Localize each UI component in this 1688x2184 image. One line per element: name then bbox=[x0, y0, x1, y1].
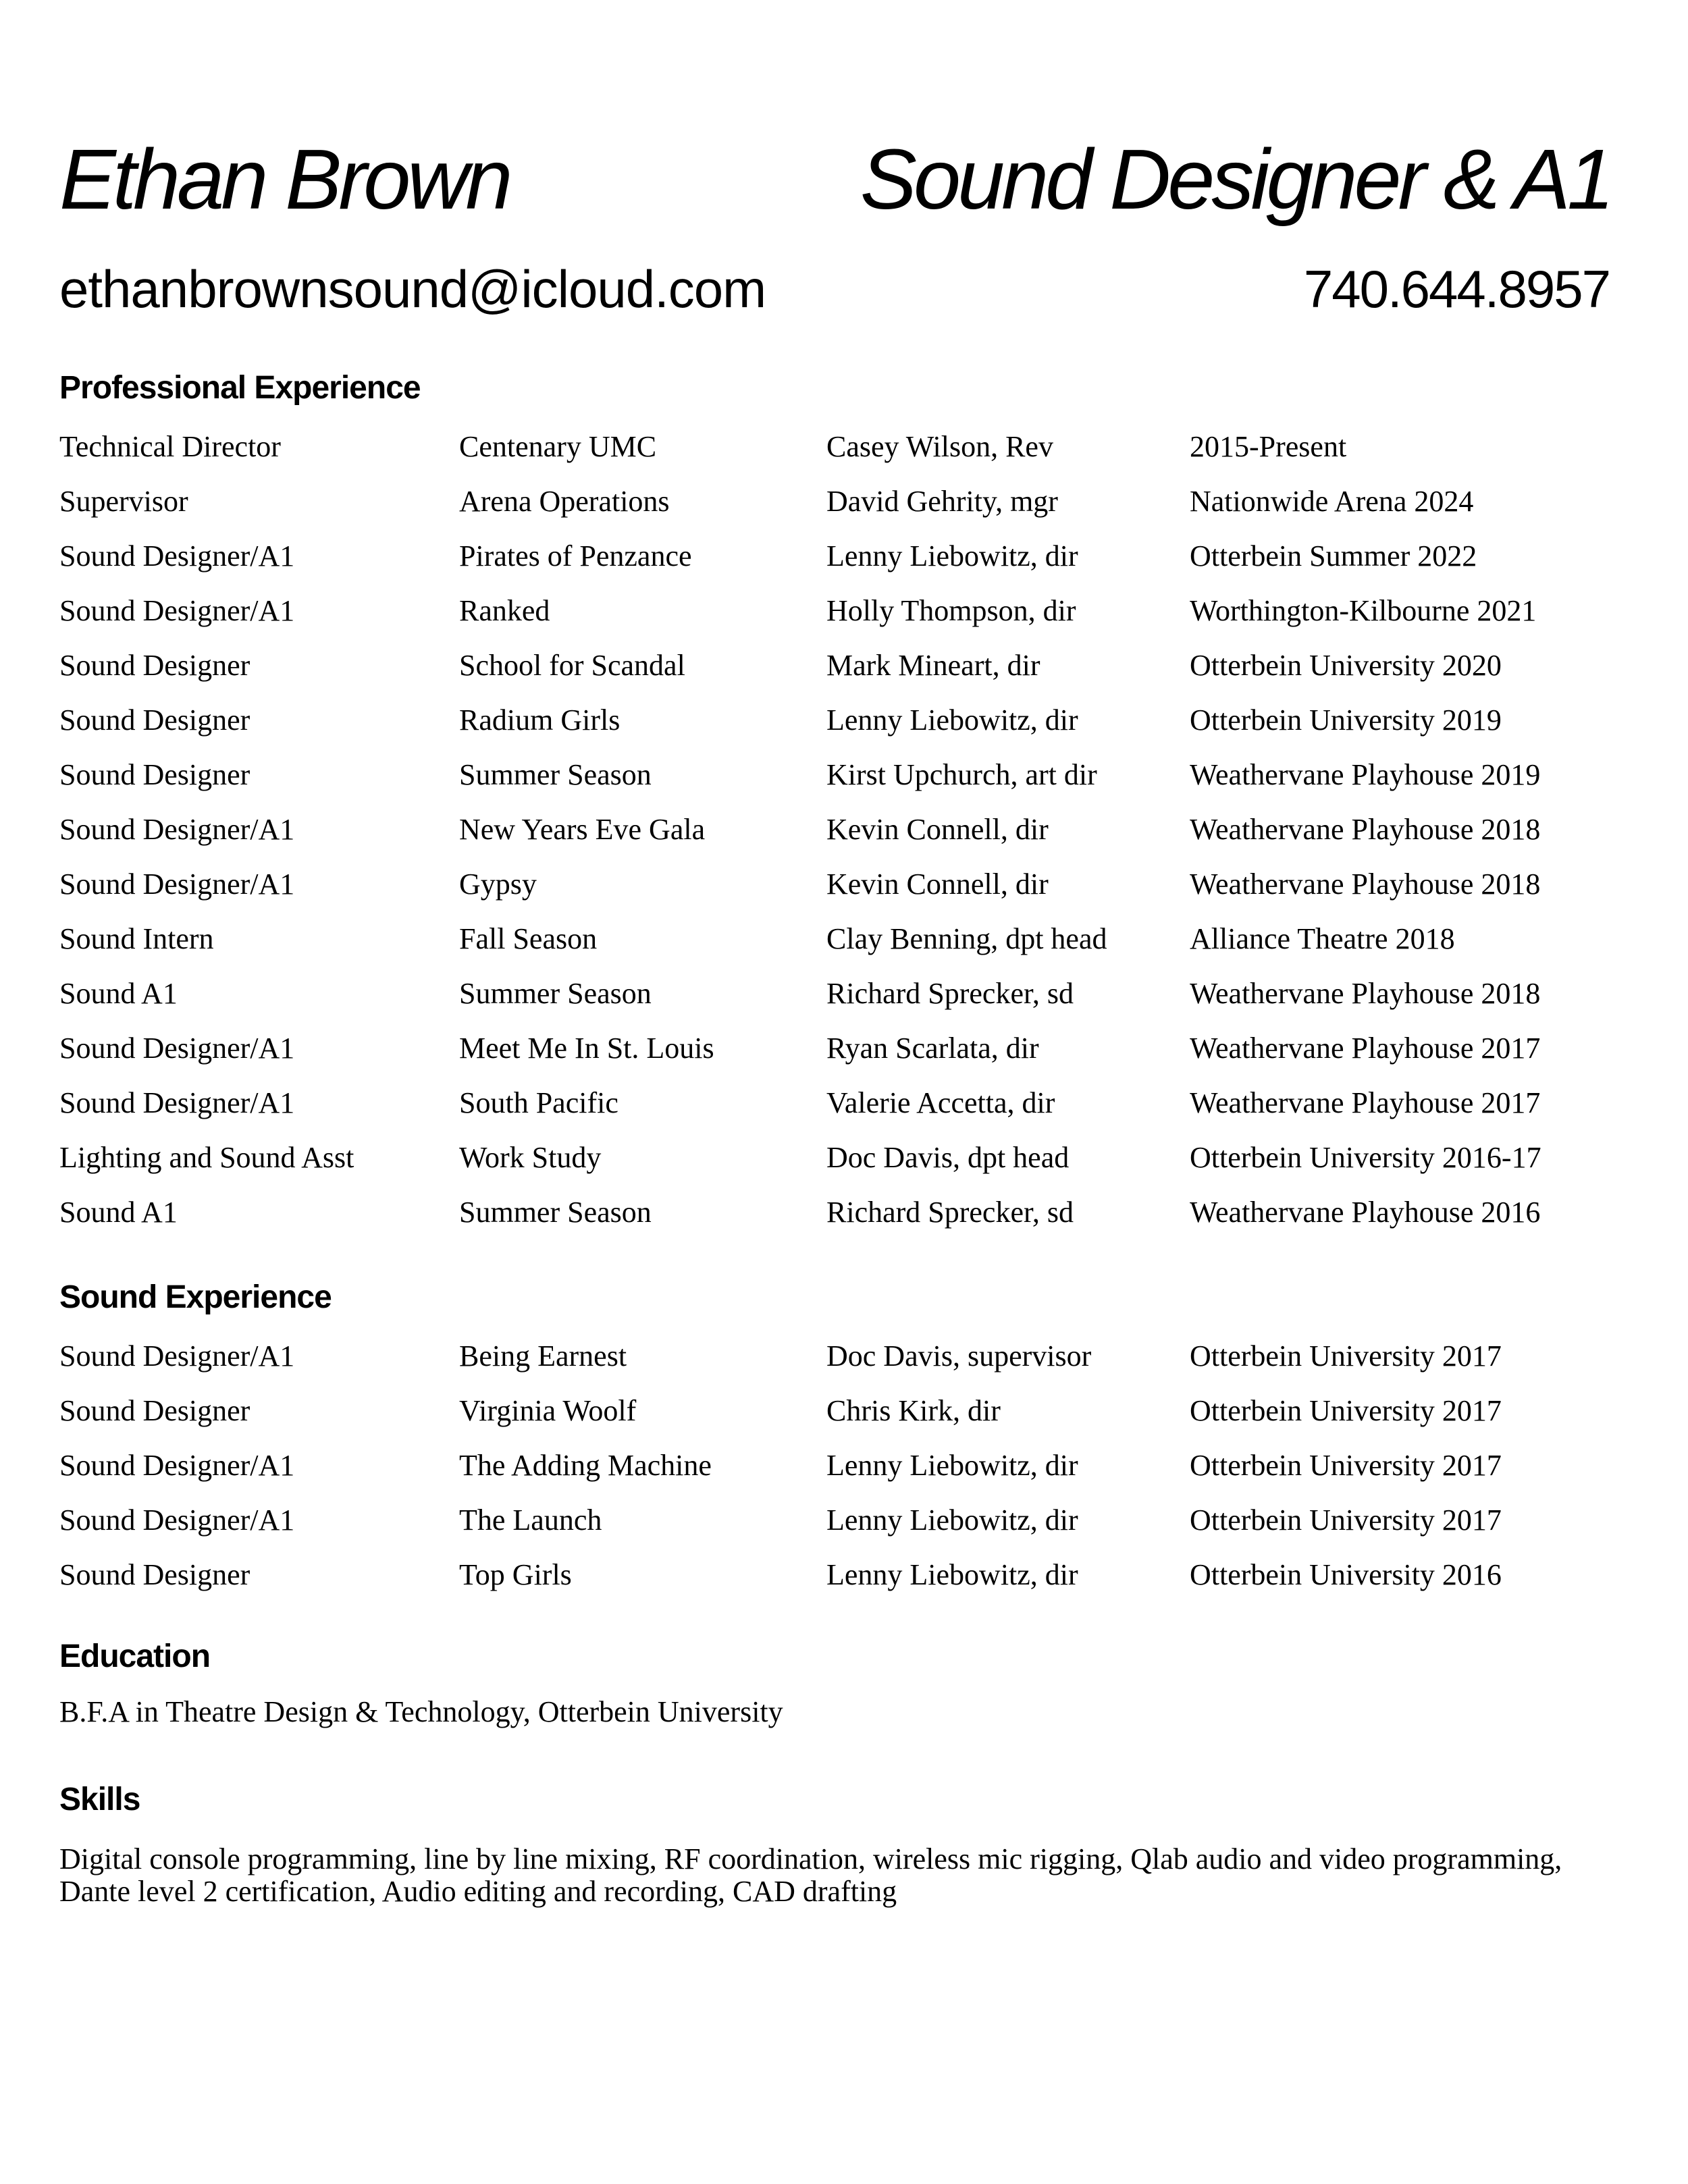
experience-row bbox=[59, 975, 1612, 1030]
experience-venue: Otterbein Summer 2022 bbox=[1190, 539, 1477, 572]
experience-role: Sound A1 bbox=[59, 1196, 178, 1229]
experience-role: Technical Director bbox=[59, 430, 281, 463]
experience-role: Sound Designer/A1 bbox=[59, 1449, 295, 1482]
experience-contact: Lenny Liebowitz, dir bbox=[826, 1449, 1078, 1482]
experience-row bbox=[59, 1501, 1612, 1556]
experience-contact: Valerie Accetta, dir bbox=[826, 1086, 1055, 1119]
experience-row bbox=[59, 647, 1612, 701]
experience-production: Gypsy bbox=[459, 868, 537, 901]
experience-row bbox=[59, 592, 1612, 647]
experience-production: Arena Operations bbox=[459, 485, 670, 518]
experience-contact: Holly Thompson, dir bbox=[826, 594, 1076, 627]
experience-role: Sound Designer bbox=[59, 1558, 250, 1591]
education-heading: Education bbox=[59, 1639, 211, 1674]
experience-contact: David Gehrity, mgr bbox=[826, 485, 1058, 518]
experience-production: Summer Season bbox=[459, 1196, 652, 1229]
experience-production: Being Earnest bbox=[459, 1339, 627, 1373]
experience-row bbox=[59, 1337, 1612, 1392]
experience-production: Work Study bbox=[459, 1141, 602, 1174]
experience-venue: Otterbein University 2016 bbox=[1190, 1558, 1502, 1591]
experience-contact: Kevin Connell, dir bbox=[826, 868, 1049, 901]
experience-production: Meet Me In St. Louis bbox=[459, 1032, 714, 1065]
experience-venue: Weathervane Playhouse 2018 bbox=[1190, 977, 1541, 1010]
experience-role: Sound Designer/A1 bbox=[59, 868, 295, 901]
experience-role: Sound Designer bbox=[59, 649, 250, 682]
experience-contact: Ryan Scarlata, dir bbox=[826, 1032, 1039, 1065]
experience-production: Summer Season bbox=[459, 758, 652, 791]
skills-text: Digital console programming, line by line mixing, RF coordination, wireless mic rigging, Qlab audio and video programming, Dante level 2 certification, Audio editing and recording, CAD drafting bbox=[59, 1842, 1562, 1908]
skills-heading: Skills bbox=[59, 1782, 140, 1817]
experience-row bbox=[59, 428, 1612, 483]
professional-experience-table bbox=[59, 428, 1612, 1248]
experience-row bbox=[59, 1556, 1612, 1611]
experience-production: Pirates of Penzance bbox=[459, 539, 692, 572]
sound-experience-heading: Sound Experience bbox=[59, 1279, 332, 1315]
experience-row bbox=[59, 865, 1612, 920]
experience-role: Sound Designer/A1 bbox=[59, 594, 295, 627]
experience-contact: Lenny Liebowitz, dir bbox=[826, 539, 1078, 572]
experience-venue: Alliance Theatre 2018 bbox=[1190, 922, 1455, 955]
experience-row bbox=[59, 483, 1612, 537]
experience-venue: Weathervane Playhouse 2019 bbox=[1190, 758, 1541, 791]
experience-row bbox=[59, 756, 1612, 811]
experience-production: The Launch bbox=[459, 1503, 602, 1537]
experience-production: Centenary UMC bbox=[459, 430, 657, 463]
experience-venue: Weathervane Playhouse 2018 bbox=[1190, 813, 1541, 846]
experience-contact: Mark Mineart, dir bbox=[826, 649, 1040, 682]
professional-experience-heading: Professional Experience bbox=[59, 370, 421, 406]
experience-production: Summer Season bbox=[459, 977, 652, 1010]
experience-venue: Weathervane Playhouse 2018 bbox=[1190, 868, 1541, 901]
experience-production: The Adding Machine bbox=[459, 1449, 712, 1482]
experience-contact: Doc Davis, supervisor bbox=[826, 1339, 1092, 1373]
experience-row bbox=[59, 1030, 1612, 1084]
experience-production: Ranked bbox=[459, 594, 550, 627]
experience-role: Sound Designer/A1 bbox=[59, 1086, 295, 1119]
experience-production: Radium Girls bbox=[459, 703, 621, 737]
experience-contact: Chris Kirk, dir bbox=[826, 1394, 1001, 1427]
experience-production: South Pacific bbox=[459, 1086, 618, 1119]
job-title: Sound Designer & A1 bbox=[860, 132, 1611, 227]
experience-production: Virginia Woolf bbox=[459, 1394, 637, 1427]
experience-role: Sound Designer/A1 bbox=[59, 539, 295, 572]
experience-contact: Doc Davis, dpt head bbox=[826, 1141, 1070, 1174]
experience-row bbox=[59, 1084, 1612, 1139]
experience-production: New Years Eve Gala bbox=[459, 813, 706, 846]
experience-role: Lighting and Sound Asst bbox=[59, 1141, 354, 1174]
experience-role: Sound Designer/A1 bbox=[59, 813, 295, 846]
candidate-name: Ethan Brown bbox=[59, 132, 510, 227]
experience-venue: Nationwide Arena 2024 bbox=[1190, 485, 1474, 518]
experience-row bbox=[59, 1194, 1612, 1248]
experience-contact: Lenny Liebowitz, dir bbox=[826, 703, 1078, 737]
experience-contact: Richard Sprecker, sd bbox=[826, 977, 1074, 1010]
experience-production: Top Girls bbox=[459, 1558, 572, 1591]
experience-venue: Otterbein University 2017 bbox=[1190, 1449, 1502, 1482]
experience-venue: 2015-Present bbox=[1190, 430, 1347, 463]
experience-venue: Otterbein University 2017 bbox=[1190, 1339, 1502, 1373]
experience-contact: Kevin Connell, dir bbox=[826, 813, 1049, 846]
experience-contact: Kirst Upchurch, art dir bbox=[826, 758, 1097, 791]
phone-number: 740.644.8957 bbox=[1303, 259, 1610, 319]
experience-row bbox=[59, 1139, 1612, 1194]
experience-row bbox=[59, 1392, 1612, 1447]
experience-venue: Otterbein University 2020 bbox=[1190, 649, 1502, 682]
experience-venue: Otterbein University 2019 bbox=[1190, 703, 1502, 737]
experience-venue: Weathervane Playhouse 2016 bbox=[1190, 1196, 1541, 1229]
experience-row bbox=[59, 920, 1612, 975]
experience-venue: Otterbein University 2016-17 bbox=[1190, 1141, 1541, 1174]
experience-role: Sound Intern bbox=[59, 922, 214, 955]
experience-role: Sound A1 bbox=[59, 977, 178, 1010]
experience-role: Sound Designer/A1 bbox=[59, 1032, 295, 1065]
experience-contact: Casey Wilson, Rev bbox=[826, 430, 1053, 463]
experience-venue: Otterbein University 2017 bbox=[1190, 1503, 1502, 1537]
experience-row bbox=[59, 537, 1612, 592]
experience-row bbox=[59, 1447, 1612, 1501]
experience-role: Sound Designer bbox=[59, 703, 250, 737]
experience-venue: Worthington-Kilbourne 2021 bbox=[1190, 594, 1537, 627]
experience-venue: Weathervane Playhouse 2017 bbox=[1190, 1032, 1541, 1065]
sound-experience-table bbox=[59, 1337, 1612, 1611]
experience-role: Sound Designer bbox=[59, 1394, 250, 1427]
experience-role: Supervisor bbox=[59, 485, 188, 518]
experience-role: Sound Designer/A1 bbox=[59, 1339, 295, 1373]
experience-production: Fall Season bbox=[459, 922, 598, 955]
experience-venue: Weathervane Playhouse 2017 bbox=[1190, 1086, 1541, 1119]
experience-role: Sound Designer/A1 bbox=[59, 1503, 295, 1537]
education-text: B.F.A in Theatre Design & Technology, Otterbein University bbox=[59, 1695, 783, 1728]
experience-production: School for Scandal bbox=[459, 649, 685, 682]
email-address: ethanbrownsound@icloud.com bbox=[59, 259, 766, 319]
experience-contact: Lenny Liebowitz, dir bbox=[826, 1558, 1078, 1591]
experience-contact: Clay Benning, dpt head bbox=[826, 922, 1107, 955]
experience-row bbox=[59, 811, 1612, 865]
experience-contact: Lenny Liebowitz, dir bbox=[826, 1503, 1078, 1537]
experience-row bbox=[59, 701, 1612, 756]
experience-role: Sound Designer bbox=[59, 758, 250, 791]
experience-contact: Richard Sprecker, sd bbox=[826, 1196, 1074, 1229]
experience-venue: Otterbein University 2017 bbox=[1190, 1394, 1502, 1427]
